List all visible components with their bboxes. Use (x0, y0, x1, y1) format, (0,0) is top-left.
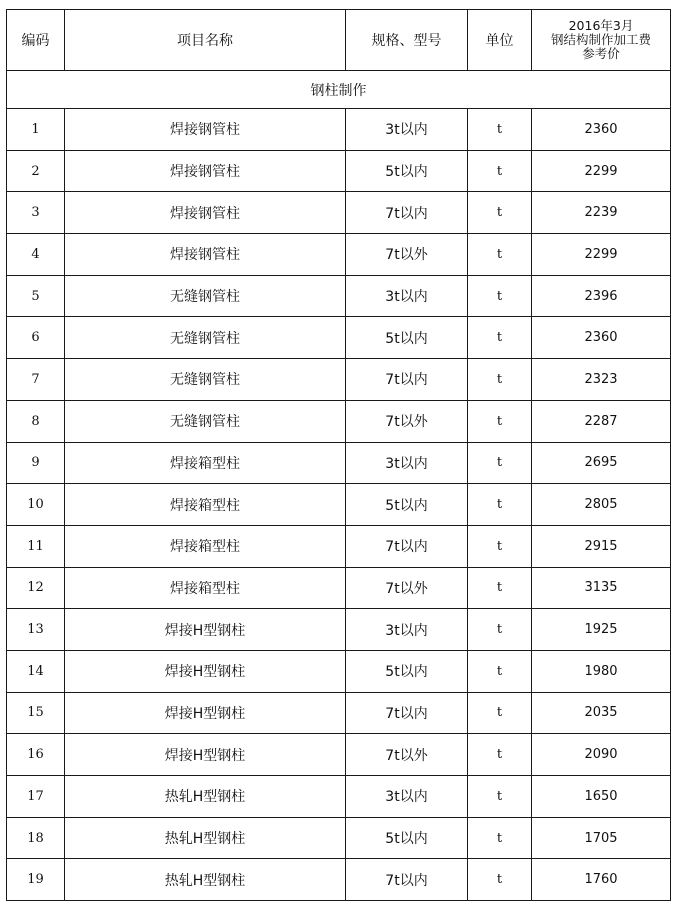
row-code-cell: 18 (7, 817, 65, 859)
row-unit-cell: t (468, 609, 532, 651)
row-code-cell: 7 (7, 359, 65, 401)
table-row (7, 859, 671, 901)
row-spec-cell: 5t以内 (346, 484, 468, 526)
table-row (7, 109, 671, 151)
header-price (532, 10, 671, 71)
row-name-cell: 焊接H型钢柱 (65, 692, 346, 734)
row-price-cell: 3135 (532, 567, 671, 609)
table-row (7, 400, 671, 442)
row-unit-cell: t (468, 567, 532, 609)
row-price-cell: 2695 (532, 442, 671, 484)
row-name-cell: 焊接钢管柱 (65, 109, 346, 151)
row-price-cell: 2035 (532, 692, 671, 734)
section-title: 钢柱制作 (7, 71, 671, 109)
row-code-cell: 12 (7, 567, 65, 609)
row-spec-cell: 7t以内 (346, 525, 468, 567)
row-unit-cell: t (468, 525, 532, 567)
row-spec-cell: 3t以内 (346, 109, 468, 151)
row-name-cell: 焊接H型钢柱 (65, 650, 346, 692)
row-code-cell: 13 (7, 609, 65, 651)
row-code-cell: 16 (7, 734, 65, 776)
table-row (7, 567, 671, 609)
table-row (7, 442, 671, 484)
row-spec-cell: 3t以内 (346, 609, 468, 651)
row-name-cell: 热轧H型钢柱 (65, 859, 346, 901)
table-row (7, 817, 671, 859)
row-code-cell: 8 (7, 400, 65, 442)
row-price-cell: 2360 (532, 317, 671, 359)
row-code-cell: 9 (7, 442, 65, 484)
table-row (7, 525, 671, 567)
row-unit-cell: t (468, 317, 532, 359)
row-name-cell: 热轧H型钢柱 (65, 817, 346, 859)
table-row (7, 484, 671, 526)
header-name: 项目名称 (65, 10, 346, 71)
row-price-cell: 2090 (532, 734, 671, 776)
row-spec-cell: 5t以内 (346, 817, 468, 859)
row-price-cell: 2299 (532, 150, 671, 192)
row-unit-cell: t (468, 359, 532, 401)
row-spec-cell: 3t以内 (346, 776, 468, 818)
row-code-cell: 4 (7, 234, 65, 276)
row-price-cell: 2396 (532, 275, 671, 317)
row-unit-cell: t (468, 150, 532, 192)
row-spec-cell: 3t以内 (346, 442, 468, 484)
row-name-cell: 无缝钢管柱 (65, 275, 346, 317)
row-unit-cell: t (468, 817, 532, 859)
row-code-cell: 11 (7, 525, 65, 567)
row-spec-cell: 7t以外 (346, 400, 468, 442)
row-price-cell: 2805 (532, 484, 671, 526)
row-unit-cell: t (468, 734, 532, 776)
row-name-cell: 焊接H型钢柱 (65, 609, 346, 651)
row-price-cell: 1760 (532, 859, 671, 901)
row-name-cell: 热轧H型钢柱 (65, 776, 346, 818)
row-unit-cell: t (468, 275, 532, 317)
row-spec-cell: 5t以内 (346, 150, 468, 192)
header-price-date: 2016年3月 (568, 18, 634, 33)
row-price-cell: 2915 (532, 525, 671, 567)
row-code-cell: 19 (7, 859, 65, 901)
row-code-cell: 2 (7, 150, 65, 192)
row-spec-cell: 7t以外 (346, 734, 468, 776)
price-table-container (6, 9, 670, 901)
row-spec-cell: 7t以内 (346, 192, 468, 234)
table-row (7, 150, 671, 192)
table-row (7, 609, 671, 651)
row-code-cell: 3 (7, 192, 65, 234)
table-row (7, 692, 671, 734)
row-name-cell: 焊接箱型柱 (65, 567, 346, 609)
row-code-cell: 17 (7, 776, 65, 818)
row-spec-cell: 5t以内 (346, 317, 468, 359)
row-spec-cell: 5t以内 (346, 650, 468, 692)
row-name-cell: 焊接箱型柱 (65, 525, 346, 567)
row-spec-cell: 7t以外 (346, 567, 468, 609)
row-price-cell: 2323 (532, 359, 671, 401)
row-spec-cell: 7t以内 (346, 359, 468, 401)
row-price-cell: 1705 (532, 817, 671, 859)
row-unit-cell: t (468, 484, 532, 526)
row-code-cell: 6 (7, 317, 65, 359)
table-row (7, 650, 671, 692)
header-price-ref: 参考价 (582, 46, 620, 61)
section-row (7, 71, 671, 109)
row-code-cell: 1 (7, 109, 65, 151)
row-unit-cell: t (468, 692, 532, 734)
price-table (6, 9, 671, 901)
row-unit-cell: t (468, 650, 532, 692)
row-unit-cell: t (468, 192, 532, 234)
header-unit: 单位 (468, 10, 532, 71)
table-row (7, 359, 671, 401)
row-unit-cell: t (468, 400, 532, 442)
row-code-cell: 14 (7, 650, 65, 692)
row-price-cell: 2239 (532, 192, 671, 234)
table-row (7, 192, 671, 234)
row-spec-cell: 7t以内 (346, 692, 468, 734)
table-row (7, 776, 671, 818)
row-unit-cell: t (468, 776, 532, 818)
header-spec: 规格、型号 (346, 10, 468, 71)
row-name-cell: 无缝钢管柱 (65, 359, 346, 401)
row-price-cell: 2299 (532, 234, 671, 276)
header-price-desc: 钢结构制作加工费 (550, 32, 651, 47)
row-name-cell: 无缝钢管柱 (65, 317, 346, 359)
table-body (7, 71, 671, 901)
row-code-cell: 15 (7, 692, 65, 734)
row-name-cell: 焊接箱型柱 (65, 442, 346, 484)
row-price-cell: 1980 (532, 650, 671, 692)
row-unit-cell: t (468, 442, 532, 484)
row-name-cell: 焊接箱型柱 (65, 484, 346, 526)
header-code: 编码 (7, 10, 65, 71)
row-code-cell: 10 (7, 484, 65, 526)
row-spec-cell: 7t以内 (346, 859, 468, 901)
row-name-cell: 焊接钢管柱 (65, 150, 346, 192)
row-unit-cell: t (468, 859, 532, 901)
row-spec-cell: 7t以外 (346, 234, 468, 276)
row-code-cell: 5 (7, 275, 65, 317)
row-name-cell: 焊接钢管柱 (65, 192, 346, 234)
row-price-cell: 1925 (532, 609, 671, 651)
table-row (7, 275, 671, 317)
row-name-cell: 焊接钢管柱 (65, 234, 346, 276)
row-spec-cell: 3t以内 (346, 275, 468, 317)
table-row (7, 734, 671, 776)
row-unit-cell: t (468, 109, 532, 151)
table-row (7, 317, 671, 359)
header-row (7, 10, 671, 71)
row-price-cell: 1650 (532, 776, 671, 818)
row-unit-cell: t (468, 234, 532, 276)
table-header (7, 10, 671, 71)
table-row (7, 234, 671, 276)
row-price-cell: 2287 (532, 400, 671, 442)
row-name-cell: 无缝钢管柱 (65, 400, 346, 442)
row-name-cell: 焊接H型钢柱 (65, 734, 346, 776)
row-price-cell: 2360 (532, 109, 671, 151)
